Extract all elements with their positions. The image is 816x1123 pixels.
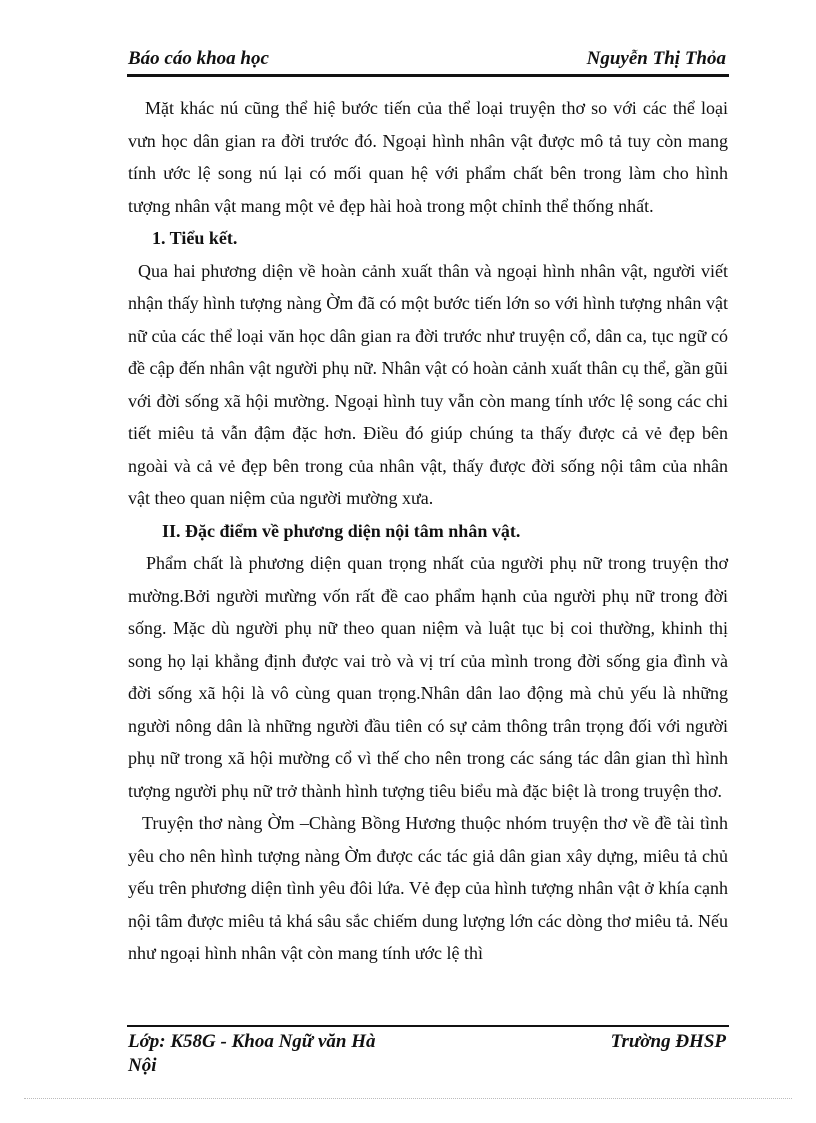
footer-divider	[127, 1025, 729, 1027]
page-header	[128, 48, 728, 74]
page-bottom-dotted-border	[24, 1098, 792, 1099]
header-author-name: Nguyễn Thị Thỏa	[586, 48, 726, 69]
paragraph-3: Phẩm chất là phương diện quan trọng nhất của người phụ nữ trong truyện thơ mường.Bởi người mưừng vốn rất đề cao phẩm hạnh của người phụ nữ trong đời sống. Mặc dù người phụ nữ theo quan niệm và luật tục bị coi thường, khinh thị song họ lại khẳng định được vai trò và vị trí của mình trong đời sống gia đình và đời sống xã hội là vô cùng quan trọng.Nhân dân lao động mà chủ yếu là những người nông dân là những người đầu tiên có sự cảm thông trân trọng đối với người phụ nữ trong xã hội mường cổ vì thế cho nên trong các sáng tác dân gian thì hình tượng người phụ nữ trở thành hình tượng tiêu biểu mà đặc biệt là trong truyện thơ.	[128, 553, 728, 801]
header-divider	[127, 74, 729, 77]
footer-university: Trường ĐHSP	[610, 1031, 726, 1052]
header-report-title: Báo cáo khoa học	[128, 48, 269, 69]
paragraph-1: Mặt khác nú cũng thể hiệ bước tiến của thể loại truyện thơ so với các thể loại vưn học dân gian ra đời trước đó. Ngoại hình nhân vật được mô tả tuy còn mang tính ước lệ song nú lại có mối quan hệ với phẩm chất bên trong làm cho hình tượng nhân vật mang một vẻ đẹp hài hoà trong một chỉnh thể thống nhất.	[128, 98, 728, 216]
section-heading-tieu-ket: 1. Tiểu kết.	[152, 228, 238, 248]
paragraph-4: Truyện thơ nàng Ờm –Chàng Bồng Hương thuộc nhóm truyện thơ về đề tài tình yêu cho nên hình tượng nàng Ờm được các tác giả dân gian xây dựng, miêu tả chủ yếu trên phương diện tình yêu đôi lứa. Vẻ đẹp của hình tượng nhân vật ở khía cạnh nội tâm được miêu tả khá sâu sắc chiếm dung lượng lớn các dòng thơ miêu tả. Nếu như ngoại hình nhân vật còn mang tính ước lệ thì	[128, 813, 728, 963]
section-heading-noi-tam: II. Đặc điểm về phương diện nội tâm nhân vật.	[162, 520, 521, 541]
paragraph-2: Qua hai phương diện về hoàn cảnh xuất thân và ngoại hình nhân vật, người viết nhận thấy hình tượng nàng Ờm đã có một bước tiến lớn so với hình tượng nhân vật nữ của các thể loại văn học dân gian ra đời trước như truyện cổ, dân ca, tục ngữ có đề cập đến nhân vật người phụ nữ. Nhân vật có hoàn cảnh xuất thân cụ thể, gần gũi với đời sống xã hội mường. Ngoại hình tuy vẫn còn mang tính ước lệ song các chi tiết miêu tả vẫn đậm đặc hơn. Điều đó giúp chúng ta thấy được cả vẻ đẹp bên ngoài và cả vẻ đẹp bên trong của nhân vật, thấy được đời sống nội tâm của nhân vật theo quan niệm của người mường xưa.	[128, 260, 728, 508]
document-body	[128, 92, 728, 970]
footer-class-info: Lớp: K58G - Khoa Ngữ văn Hà Nội	[128, 1031, 376, 1076]
